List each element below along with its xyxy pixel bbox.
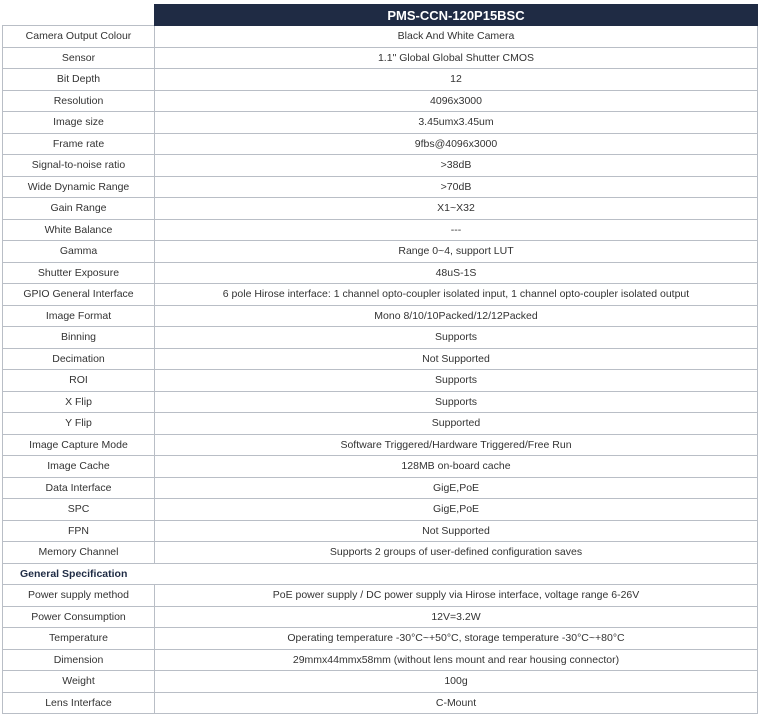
- spec-label: Signal-to-noise ratio: [3, 155, 155, 177]
- spec-value: >70dB: [155, 176, 758, 198]
- spec-row: [3, 69, 758, 91]
- spec-value: Operating temperature -30°C~+50°C, storage temperature -30°C~+80°C: [155, 628, 758, 650]
- spec-value: ---: [155, 219, 758, 241]
- spec-row: [3, 176, 758, 198]
- spec-row: [3, 327, 758, 349]
- spec-value: 29mmx44mmx58mm (without lens mount and rear housing connector): [155, 649, 758, 671]
- spec-row: [3, 628, 758, 650]
- spec-value: 3.45umx3.45um: [155, 112, 758, 134]
- spec-row: [3, 348, 758, 370]
- spec-value: PoE power supply / DC power supply via Hirose interface, voltage range 6-26V: [155, 585, 758, 607]
- spec-value: 6 pole Hirose interface: 1 channel opto-coupler isolated input, 1 channel opto-coupler isolated output: [155, 284, 758, 306]
- spec-label: Sensor: [3, 47, 155, 69]
- spec-label: Y Flip: [3, 413, 155, 435]
- spec-label: Resolution: [3, 90, 155, 112]
- spec-label: FPN: [3, 520, 155, 542]
- spec-value: Supports: [155, 370, 758, 392]
- spec-label: Binning: [3, 327, 155, 349]
- spec-value: 4096x3000: [155, 90, 758, 112]
- spec-row: [3, 520, 758, 542]
- spec-row: [3, 262, 758, 284]
- spec-row: [3, 47, 758, 69]
- spec-label: Gamma: [3, 241, 155, 263]
- spec-label: Weight: [3, 671, 155, 693]
- spec-row: [3, 499, 758, 521]
- spec-label: SPC: [3, 499, 155, 521]
- spec-value: GigE,PoE: [155, 477, 758, 499]
- spec-value: >38dB: [155, 155, 758, 177]
- spec-row: [3, 198, 758, 220]
- spec-label: GPIO General Interface: [3, 284, 155, 306]
- spec-table: [2, 4, 758, 714]
- spec-label: Image Capture Mode: [3, 434, 155, 456]
- spec-row: [3, 241, 758, 263]
- spec-label: Image size: [3, 112, 155, 134]
- spec-value: Supports: [155, 327, 758, 349]
- spec-value: 128MB on-board cache: [155, 456, 758, 478]
- spec-row: [3, 434, 758, 456]
- spec-row: [3, 391, 758, 413]
- spec-value: 48uS-1S: [155, 262, 758, 284]
- section-header-row: [3, 563, 758, 585]
- spec-value: Range 0~4, support LUT: [155, 241, 758, 263]
- section-title: General Specification: [3, 563, 758, 585]
- spec-value: Not Supported: [155, 348, 758, 370]
- spec-row: [3, 26, 758, 48]
- spec-label: Power supply method: [3, 585, 155, 607]
- spec-label: Power Consumption: [3, 606, 155, 628]
- spec-label: Temperature: [3, 628, 155, 650]
- spec-row: [3, 649, 758, 671]
- spec-row: [3, 155, 758, 177]
- spec-row: [3, 305, 758, 327]
- model-title: PMS-CCN-120P15BSC: [155, 5, 758, 26]
- spec-value: X1~X32: [155, 198, 758, 220]
- spec-row: [3, 542, 758, 564]
- spec-label: Data Interface: [3, 477, 155, 499]
- spec-value: 1.1" Global Global Shutter CMOS: [155, 47, 758, 69]
- spec-value: Black And White Camera: [155, 26, 758, 48]
- spec-label: White Balance: [3, 219, 155, 241]
- spec-label: Lens Interface: [3, 692, 155, 714]
- spec-label: Image Cache: [3, 456, 155, 478]
- spec-row: [3, 456, 758, 478]
- spec-label: Memory Channel: [3, 542, 155, 564]
- spec-value: Supports: [155, 391, 758, 413]
- spec-value: GigE,PoE: [155, 499, 758, 521]
- spec-value: Supports 2 groups of user-defined configuration saves: [155, 542, 758, 564]
- spec-row: [3, 413, 758, 435]
- spec-value: Not Supported: [155, 520, 758, 542]
- spec-label: Wide Dynamic Range: [3, 176, 155, 198]
- spec-label: ROI: [3, 370, 155, 392]
- title-row: [3, 5, 758, 26]
- spec-row: [3, 477, 758, 499]
- spec-row: [3, 370, 758, 392]
- spec-label: Dimension: [3, 649, 155, 671]
- spec-label: X Flip: [3, 391, 155, 413]
- spec-value: 12: [155, 69, 758, 91]
- spec-label: Bit Depth: [3, 69, 155, 91]
- title-blank-cell: [3, 5, 155, 26]
- spec-value: Mono 8/10/10Packed/12/12Packed: [155, 305, 758, 327]
- spec-label: Decimation: [3, 348, 155, 370]
- spec-value: 100g: [155, 671, 758, 693]
- spec-row: [3, 284, 758, 306]
- spec-row: [3, 606, 758, 628]
- spec-row: [3, 585, 758, 607]
- spec-value: 9fbs@4096x3000: [155, 133, 758, 155]
- spec-row: [3, 692, 758, 714]
- spec-label: Camera Output Colour: [3, 26, 155, 48]
- spec-row: [3, 133, 758, 155]
- spec-row: [3, 219, 758, 241]
- spec-row: [3, 90, 758, 112]
- spec-label: Gain Range: [3, 198, 155, 220]
- spec-label: Frame rate: [3, 133, 155, 155]
- spec-label: Shutter Exposure: [3, 262, 155, 284]
- spec-value: C-Mount: [155, 692, 758, 714]
- spec-label: Image Format: [3, 305, 155, 327]
- spec-value: Software Triggered/Hardware Triggered/Free Run: [155, 434, 758, 456]
- spec-value: 12V=3.2W: [155, 606, 758, 628]
- spec-row: [3, 671, 758, 693]
- spec-row: [3, 112, 758, 134]
- spec-value: Supported: [155, 413, 758, 435]
